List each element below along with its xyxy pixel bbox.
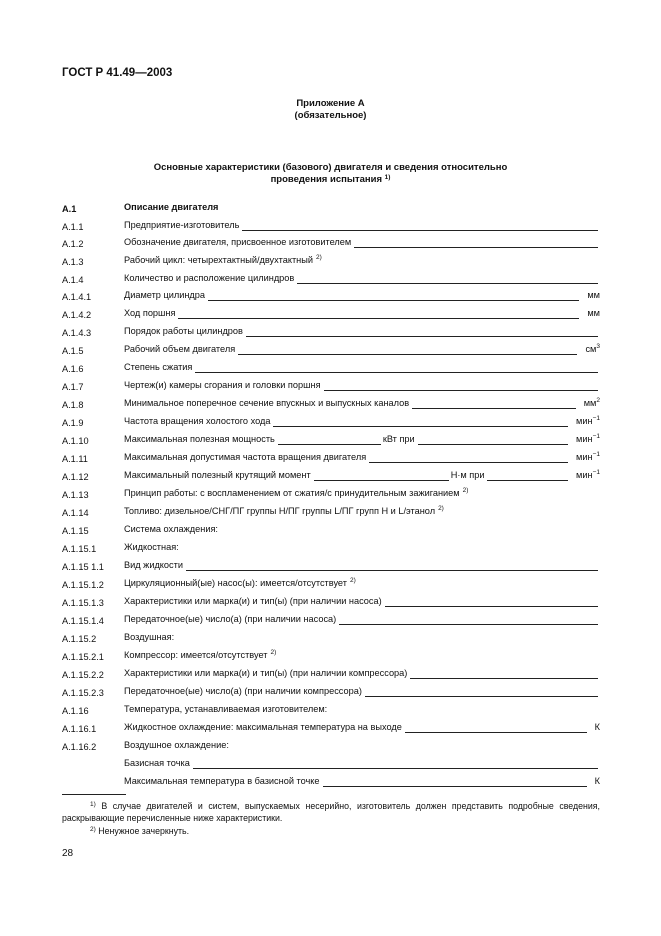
row-number: А.1.5 (62, 346, 84, 356)
row-label: Предприятие-изготовитель (124, 220, 240, 230)
row-label: Система охлаждения: (124, 524, 218, 534)
row-label: Порядок работы цилиндров (124, 326, 243, 336)
row-label: Максимальная температура в базисной точке (124, 776, 320, 786)
fill-in-line[interactable] (273, 416, 568, 427)
row-number: А.1.16 (62, 706, 89, 716)
form-row (62, 325, 600, 341)
row-number: А.1.2 (62, 239, 84, 249)
form-row (62, 379, 600, 395)
row-label: Передаточное(ые) число(а) (при наличии компрессора) (124, 686, 362, 696)
row-label: Характеристики или марка(и) и тип(ы) (при наличии компрессора) (124, 668, 408, 678)
form-row (62, 721, 600, 737)
row-number: А.1.12 (62, 472, 89, 482)
unit-label: $мм^2$ (583, 397, 600, 408)
row-number: А.1.1 (62, 222, 84, 232)
unit-label: К (594, 722, 600, 732)
fill-in-line[interactable] (354, 237, 598, 248)
form-row (62, 289, 600, 305)
form-row (62, 739, 600, 755)
row-label: Воздушное охлаждение: (124, 740, 229, 750)
row-mid-label: кВт при (382, 434, 415, 444)
row-number: А.1.7 (62, 382, 84, 392)
form-row (62, 201, 600, 217)
row-label: Чертеж(и) камеры сгорания и головки поршня (124, 380, 321, 390)
row-number: А.1.3 (62, 257, 84, 267)
form-row (62, 219, 600, 235)
fill-in-line[interactable] (208, 290, 579, 301)
annex-title: Приложение А (296, 98, 365, 109)
row-label: Максимальный полезный крутящий момент (124, 470, 311, 480)
row-label: Топливо: дизельное/СНГ/ПГ группы Н/ПГ группы L/ПГ групп Н и L/этанол (124, 506, 436, 516)
form-row (62, 667, 600, 683)
form-row (62, 397, 600, 413)
form-row (62, 757, 600, 773)
row-label: Жидкостное охлаждение: максимальная температура на выходе (124, 722, 402, 732)
row-label: Описание двигателя (124, 202, 219, 212)
annex-status: (обязательное) (294, 110, 367, 121)
footnote-ref: 2) (270, 649, 277, 656)
fill-in-line[interactable] (242, 220, 598, 231)
form-row (62, 523, 600, 539)
fill-in-line[interactable] (487, 470, 568, 481)
unit-label: К (594, 776, 600, 786)
form-row (62, 703, 600, 719)
row-mid-label: Н·м при (450, 470, 485, 480)
row-label: Количество и расположение цилиндров (124, 273, 295, 283)
fill-in-line[interactable] (297, 273, 598, 284)
row-number: А.1.15.1.4 (62, 616, 104, 626)
fill-in-line[interactable] (412, 398, 576, 409)
row-number: А.1.15.1.2 (62, 580, 104, 590)
row-label: Вид жидкости (124, 560, 183, 570)
row-number: А.1.4.3 (62, 328, 92, 338)
fill-in-line[interactable] (178, 308, 579, 319)
form-row (62, 631, 600, 647)
row-label: Диаметр цилиндра (124, 290, 205, 300)
row-label: Степень сжатия (124, 362, 193, 372)
row-number: А.1.15 (62, 526, 89, 536)
row-label: Компрессор: имеется/отсутствует (124, 650, 268, 660)
row-label: Частота вращения холостого хода (124, 416, 271, 426)
form-row (62, 505, 600, 521)
unit-label: мин$^{-1}$ (576, 433, 600, 444)
form-row (62, 649, 600, 665)
form-row (62, 415, 600, 431)
fill-in-line[interactable] (369, 452, 568, 463)
row-number: А.1.15.2.1 (62, 652, 104, 662)
row-label: Жидкостная: (124, 542, 179, 552)
form-row (62, 595, 600, 611)
form-row (62, 236, 600, 252)
fill-in-line[interactable] (314, 470, 449, 481)
row-label: Рабочий объем двигателя (124, 344, 236, 354)
row-number: А.1.16.1 (62, 724, 97, 734)
unit-label: мин$^{-1}$ (576, 469, 600, 480)
row-number: А.1.11 (62, 454, 88, 464)
row-number: А.1 (62, 204, 77, 214)
form-row (62, 307, 600, 323)
row-number: А.1.15 1.1 (62, 562, 104, 572)
row-label: Рабочий цикл: четырехтактный/двухтактный (124, 255, 313, 265)
row-label: Принцип работы: с воспламенением от сжатия/с принудительным зажиганием (124, 488, 460, 498)
row-number: А.1.4 (62, 275, 84, 285)
fill-in-line[interactable] (410, 668, 598, 679)
unit-label: мин$^{-1}$ (576, 415, 600, 426)
form-row (62, 254, 600, 270)
footnote-divider (62, 794, 126, 795)
footnote-ref: 2) (438, 505, 444, 512)
footnote-ref: 2) (315, 254, 322, 261)
form-row (62, 577, 600, 593)
unit-label: мм (587, 308, 600, 318)
footnote-2: $^{2)}$ Ненужное зачеркнуть. (90, 826, 190, 836)
fill-in-line[interactable] (246, 326, 598, 337)
row-label: Воздушная: (124, 632, 175, 642)
fill-in-line[interactable] (339, 614, 598, 625)
row-label: Базисная точка (124, 758, 190, 768)
row-number: А.1.16.2 (62, 742, 97, 752)
row-number: А.1.4.1 (62, 292, 92, 302)
fill-in-line[interactable] (405, 722, 587, 733)
fill-in-line[interactable] (186, 560, 598, 571)
form-row (62, 361, 600, 377)
unit-label: мм (587, 290, 600, 300)
fill-in-line[interactable] (195, 362, 598, 373)
row-number: А.1.15.2.3 (62, 688, 104, 698)
standard-header: ГОСТ Р 41.49—2003 (62, 67, 173, 79)
row-number: А.1.15.2.2 (62, 670, 104, 680)
row-number: А.1.10 (62, 436, 89, 446)
footnote-1: $^{1)}$ В случае двигателей и систем, выпускаемых несерийно, изготовитель должен представить подробные сведения, раскрывающие перечисленные ниже характеристики. (62, 801, 600, 823)
unit-label: мин$^{-1}$ (576, 451, 600, 462)
unit-label: $см^3$ (585, 343, 600, 354)
footnote-ref: 2) (349, 577, 356, 584)
row-label: Максимальная полезная мощность (124, 434, 275, 444)
form-row (62, 343, 600, 359)
fill-in-line[interactable] (365, 686, 598, 697)
form-row (62, 613, 600, 629)
row-number: А.1.15.1 (62, 544, 97, 554)
fill-in-line[interactable] (385, 596, 598, 607)
row-label: Обозначение двигателя, присвоенное изготовителем (124, 237, 352, 247)
main-title-line2: проведения испытания $^{1)}$ (270, 174, 391, 185)
row-number: А.1.15.2 (62, 634, 97, 644)
form-row (62, 559, 600, 575)
row-label: Максимальная допустимая частота вращения двигателя (124, 452, 367, 462)
fill-in-line[interactable] (323, 776, 587, 787)
form-row (62, 469, 600, 485)
row-label: Температура, устанавливаемая изготовителем: (124, 704, 328, 714)
fill-in-line[interactable] (324, 380, 598, 391)
main-title-line1: Основные характеристики (базового) двигателя и сведения относительно (153, 162, 508, 173)
fill-in-line[interactable] (278, 434, 381, 445)
form-row (62, 775, 600, 791)
row-number: А.1.13 (62, 490, 89, 500)
row-number: А.1.6 (62, 364, 84, 374)
row-number: А.1.9 (62, 418, 84, 428)
row-number: А.1.15.1.3 (62, 598, 104, 608)
fill-in-line[interactable] (193, 758, 598, 769)
fill-in-line[interactable] (418, 434, 568, 445)
row-label: Характеристики или марка(и) и тип(ы) (при наличии насоса) (124, 596, 382, 606)
row-label: Циркуляционный(ые) насос(ы): имеется/отсутствует (124, 578, 347, 588)
form-row (62, 433, 600, 449)
fill-in-line[interactable] (238, 344, 577, 355)
form-row (62, 272, 600, 288)
row-number: А.1.4.2 (62, 310, 92, 320)
page-number: 28 (62, 848, 74, 859)
footnote-ref: 2) (462, 487, 469, 494)
row-number: А.1.14 (62, 508, 89, 518)
form-row (62, 685, 600, 701)
form-row (62, 541, 600, 557)
row-label: Минимальное поперечное сечение впускных и выпускных каналов (124, 398, 410, 408)
row-label: Ход поршня (124, 308, 176, 318)
form-row (62, 487, 600, 503)
row-label: Передаточное(ые) число(а) (при наличии насоса) (124, 614, 337, 624)
form-row (62, 451, 600, 467)
row-number: А.1.8 (62, 400, 84, 410)
